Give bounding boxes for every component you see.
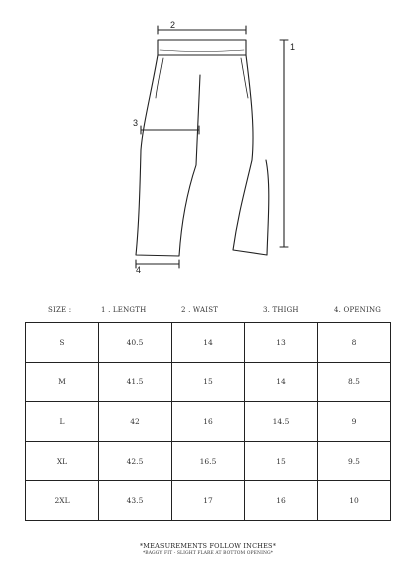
size-header: SIZE : (48, 306, 72, 314)
waist-cell: 14 (172, 323, 245, 363)
opening-cell: 10 (318, 481, 391, 521)
table-row (26, 441, 391, 481)
table-row (26, 362, 391, 402)
opening-cell: 8.5 (318, 362, 391, 402)
waistband-outline (158, 40, 246, 55)
thigh-cell: 13 (245, 323, 318, 363)
measurement-note: *MEASUREMENTS FOLLOW INCHES* (139, 542, 277, 550)
size-cell: M (26, 362, 99, 402)
waist-cell: 17 (172, 481, 245, 521)
table-row (26, 323, 391, 363)
left-pocket (156, 58, 163, 98)
size-cell: 2XL (26, 481, 99, 521)
table-row (26, 481, 391, 521)
left-leg-outline (136, 55, 200, 256)
opening-cell: 9 (318, 402, 391, 442)
thigh-cell: 14.5 (245, 402, 318, 442)
thigh-cell: 14 (245, 362, 318, 402)
thigh-cell: 15 (245, 441, 318, 481)
waist-cell: 16.5 (172, 441, 245, 481)
thigh-label: 3 (133, 118, 139, 128)
thigh-header: 3. THIGH (263, 306, 299, 314)
fit-note: *BAGGY FIT - SLIGHT FLARE AT BOTTOM OPENING* (142, 551, 274, 556)
opening-header: 4. OPENING (334, 306, 382, 314)
length-cell: 41.5 (99, 362, 172, 402)
size-chart-table (25, 322, 391, 521)
size-cell: XL (26, 441, 99, 481)
length-cell: 40.5 (99, 323, 172, 363)
length-cell: 42 (99, 402, 172, 442)
length-cell: 43.5 (99, 481, 172, 521)
length-header: 1 . LENGTH (101, 306, 147, 314)
waist-cell: 16 (172, 402, 245, 442)
opening-cell: 8 (318, 323, 391, 363)
table-row (26, 402, 391, 442)
opening-cell: 9.5 (318, 441, 391, 481)
right-leg-outline (233, 55, 269, 255)
thigh-cell: 16 (245, 481, 318, 521)
opening-label: 4 (136, 265, 142, 275)
size-cell: S (26, 323, 99, 363)
length-label: 1 (290, 42, 296, 52)
size-cell: L (26, 402, 99, 442)
waist-label: 2 (170, 20, 176, 30)
length-cell: 42.5 (99, 441, 172, 481)
waist-header: 2 . WAIST (181, 306, 219, 314)
waist-cell: 15 (172, 362, 245, 402)
